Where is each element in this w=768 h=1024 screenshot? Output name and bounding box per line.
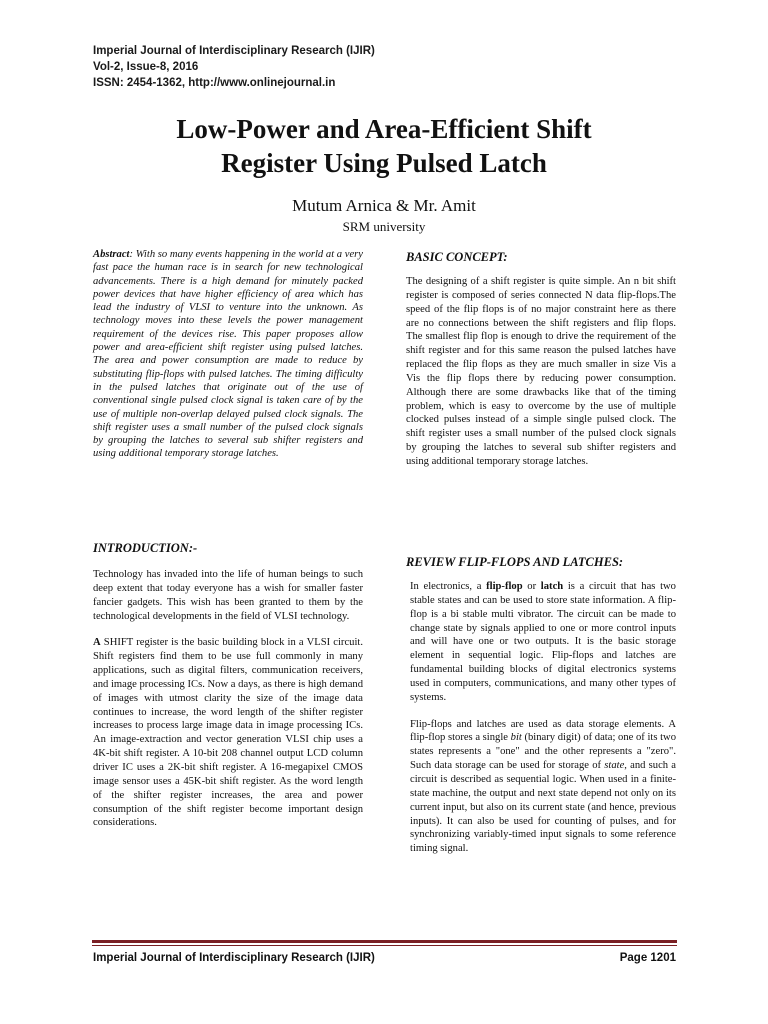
abstract-label: Abstract	[93, 249, 130, 260]
basic-concept-heading: BASIC CONCEPT:	[406, 250, 508, 264]
abstract-text: : With so many events happening in the world at a very fast pace the human race is in search for new technological advancements. There is a high demand for minutely packed power devices that have higher efficiency of area which has lead the industry of VLSI to venture into the unknown. As technology moves into these levels the power management requirement of the devices rise. This paper proposes allow power and area-efficient shift register using pulsed latches. The area and power consumption are made to reduce by substituting flip-flops with pulsed latches. The timing difficulty in the pulsed latches that originate out of the use of conventional single pulsed clock signal is taken care of by the use of multiple non-overlap delayed pulsed clock signals. The shift register uses a small number of the pulsed clock signals by grouping the latches to several sub shifter registers and using additional temporary storage latches.	[93, 249, 363, 460]
dropcap-letter: A	[93, 637, 101, 649]
journal-name: Imperial Journal of Interdisciplinary Research (IJIR)	[93, 45, 375, 57]
review-p2-text-a: Flip-flops and latches are used as data storage elements. A flip-flop stores a single	[410, 718, 676, 744]
journal-volume: Vol-2, Issue-8, 2016	[93, 61, 199, 73]
paper-title-line-2: Register Using Pulsed Latch	[221, 148, 547, 178]
term-state: state	[604, 760, 625, 772]
review-p1-text-d: is a circuit that has two stable states and can be used to store state information. A flip-flop is a bi stable multi vibrator. The circuit can be made to change state by signals applied to one or more control inputs and will have one or two outputs. It is the basic storage element in sequential logic. Flip-flops and latches are fundamental building blocks of digital electronics systems used in computers, communications, and many other types of systems.	[410, 581, 676, 703]
review-p1-text-a: In electronics, a	[410, 581, 487, 592]
introduction-paragraph-2-text: SHIFT register is the basic building block in a VLSI circuit. Shift registers find them to be use full commonly in many applications, such as digital filters, communication receivers, and image processing ICs. Now a days, as there is high demand of images with utmost clarity the size of the image data continues to increase, the word length of the shifter register increases to process large image data in image processing ICs. An image-extraction and vector generation VLSI chip uses a 4K-bit shift register. A 10-bit 208 channel output LCD column driver IC uses a 2K-bit shift register. A 16-megapixel CMOS image sensor uses a 45K-bit shift register. As the word length of the shifter register increases, the area and power consumption of the shift register become important design considerations.	[93, 637, 363, 829]
review-paragraph-1	[410, 580, 676, 705]
footer-rule-thick	[92, 940, 677, 943]
review-heading: REVIEW FLIP-FLOPS AND LATCHES:	[406, 555, 624, 569]
review-p1-text-c: or	[522, 581, 541, 592]
introduction-paragraph-2	[93, 636, 363, 830]
footer-rule-thin	[92, 945, 677, 946]
abstract-paragraph	[93, 248, 363, 461]
paper-authors: Mutum Arnica & Mr. Amit	[292, 196, 476, 215]
term-flip-flop: flip-flop	[486, 581, 523, 592]
footer-journal-name: Imperial Journal of Interdisciplinary Research (IJIR)	[93, 952, 375, 964]
paper-title	[60, 112, 708, 180]
introduction-body	[93, 568, 363, 830]
review-body	[410, 580, 676, 856]
review-p2-text-c: , and such a circuit is described as sequential logic. When used in a finite-state machine, the output and next state depend not only on its current input, but also on its current state (and hence, previous inputs). It can also be used for counting of pulses, and for synchronizing variably-timed input signals to some reference timing signal.	[410, 760, 676, 855]
abstract-block	[93, 248, 363, 461]
journal-issn: ISSN: 2454-1362, http://www.onlinejournal.in	[93, 77, 336, 89]
basic-concept-body	[406, 275, 676, 469]
review-p2-text-b: (binary digit) of data; one of its two states represents a "one" and the other represents a "zero". Such data storage can be used for storage of	[410, 732, 677, 772]
term-bit: bit	[510, 732, 522, 744]
introduction-paragraph-1: Technology has invaded into the life of human beings to such deep extent that today everyone has a wish for smaller faster fancier gadgets. This wish has been granted to them by the technological developments in the field of VLSI technology.	[93, 569, 363, 622]
footer-page-number: Page 1201	[619, 952, 676, 964]
paper-affiliation: SRM university	[342, 219, 426, 234]
basic-concept-paragraph: The designing of a shift register is quite simple. An n bit shift register is composed of series connected N data flip-flops.The speed of the flip flops is of no major constraint here as there are no connections between the shift registers and flip flops. The smallest flip flop is enough to drive the requirement of the shift register and for this same reason the pulsed latches have replaced the flip flops as they are much smaller in size Vis a Vis the flip flops there by reducing power consumption. Although there are some drawbacks like that of the timing problem, which is easy to overcome by the use of multiple clocked pulses instead of a simple single pulsed clock. The shift register uses a small number of the pulsed clock signals by grouping the latches to several sub shifter registers and using additional temporary storage latches.	[406, 276, 676, 467]
introduction-heading: INTRODUCTION:-	[93, 541, 198, 555]
term-latch: latch	[540, 581, 564, 592]
paper-title-line-1: Low-Power and Area-Efficient Shift	[176, 114, 592, 144]
review-paragraph-2	[410, 718, 676, 856]
journal-header	[93, 43, 375, 91]
